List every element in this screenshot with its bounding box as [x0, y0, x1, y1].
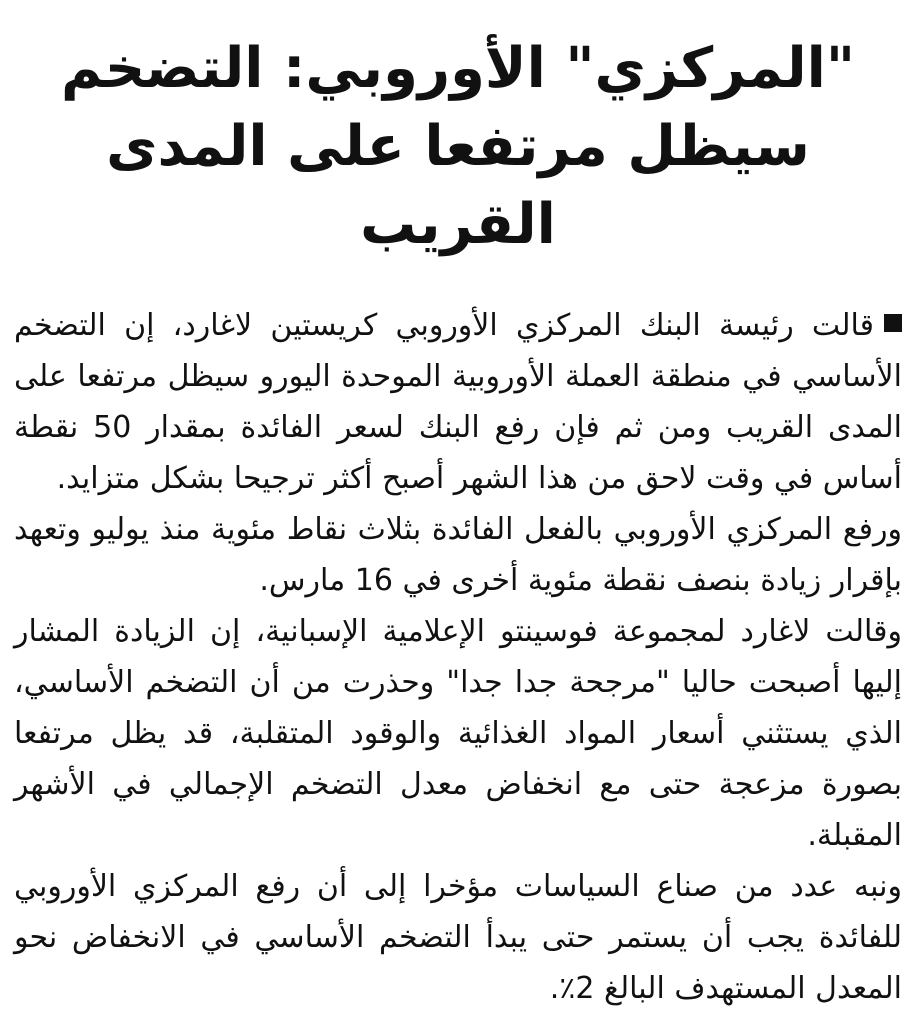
article-paragraph-3: وقالت لاغارد لمجموعة فوسينتو الإعلامية الإسبانية، إن الزيادة المشار إليها أصبحت حاليا "مرجحة جدا جدا" وحذرت من أن التضخم الأساسي، الذي يستثني أسعار المواد الغذائية والوقود المتقلبة، قد يظل مرتفعا بصورة مزعجة حتى مع انخفاض معدل التضخم الإجمالي في الأشهر المقبلة. — [14, 614, 902, 853]
article-paragraph-2: ورفع المركزي الأوروبي بالفعل الفائدة بثلاث نقاط مئوية منذ يوليو وتعهد بإقرار زيادة بنصف نقطة مئوية أخرى في 16 مارس. — [14, 512, 902, 598]
square-bullet-icon — [884, 314, 902, 332]
article-paragraph-4: ونبه عدد من صناع السياسات مؤخرا إلى أن رفع المركزي الأوروبي للفائدة يجب أن يستمر حتى يبدأ التضخم الأساسي في الانخفاض نحو المعدل المستهدف البالغ 2٪. — [14, 869, 902, 1006]
paragraph-1-text: قالت رئيسة البنك المركزي الأوروبي كريستين لاغارد، إن التضخم الأساسي في منطقة العملة الأوروبية الموحدة اليورو سيظل مرتفعا على المدى القريب ومن ثم فإن رفع البنك لسعر الفائدة بمقدار 50 نقطة أساس في وقت لاحق من هذا الشهر أصبح أكثر ترجيحا بشكل متزايد. — [14, 308, 902, 496]
headline-line-1: "المركزي" الأوروبي: التضخم — [60, 36, 856, 101]
article-paragraph-1 — [14, 300, 902, 504]
news-article — [14, 30, 902, 1014]
article-headline — [14, 30, 902, 264]
headline-line-2: سيظل مرتفعا على المدى القريب — [106, 114, 810, 257]
article-body — [14, 300, 902, 1014]
